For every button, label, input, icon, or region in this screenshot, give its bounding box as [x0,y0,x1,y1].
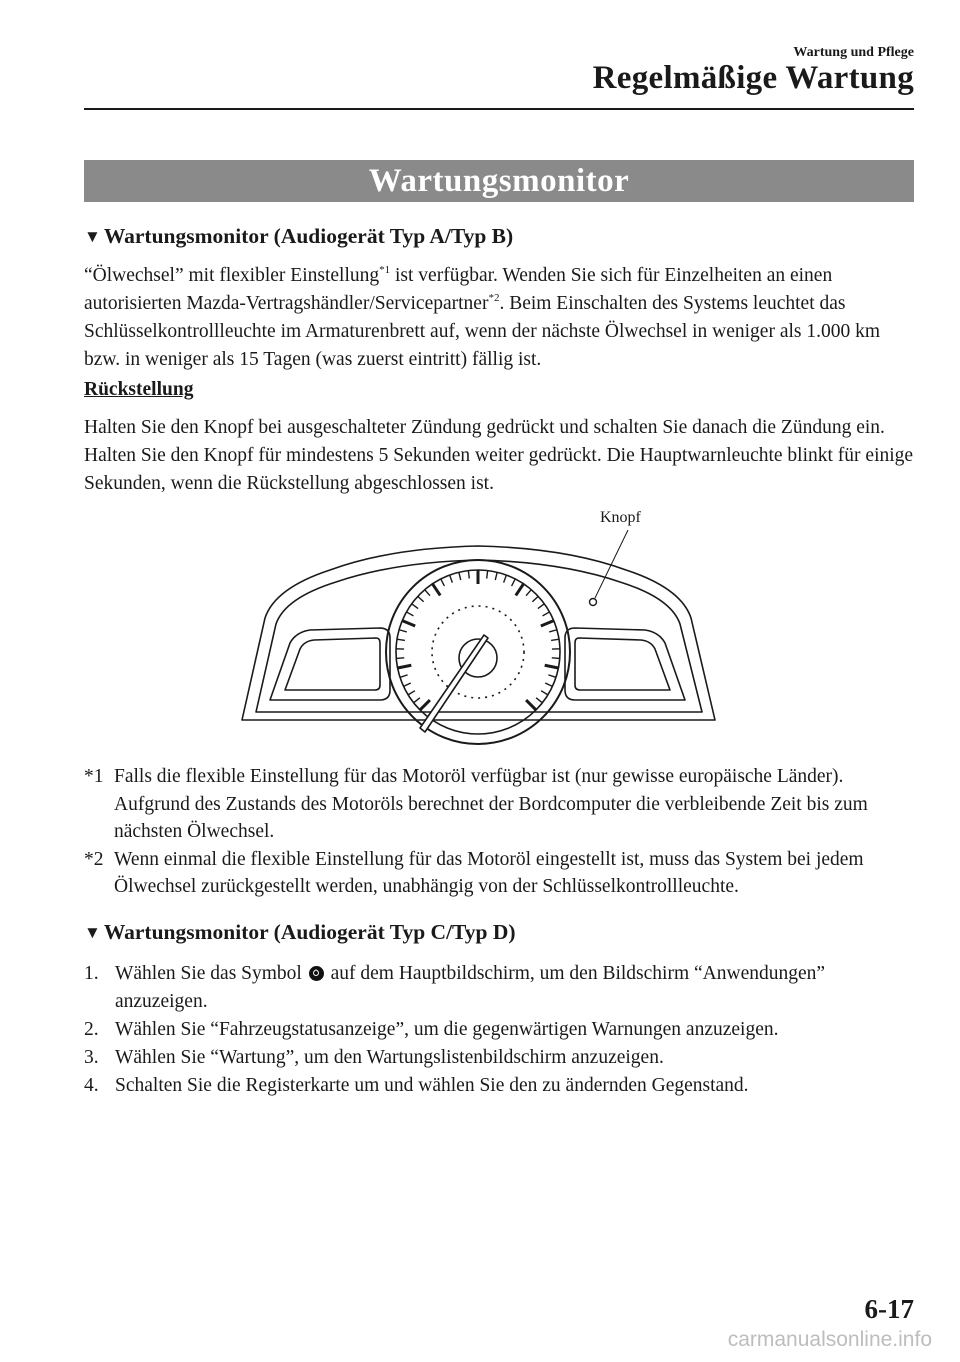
gauge-tick [418,596,424,601]
gauge-tick [420,700,430,710]
reset-subheading: Rückstellung [84,379,194,400]
steps-list [84,960,920,1100]
gauge-tick [425,590,430,596]
step-text: Schalten Sie die Registerkarte um und wählen Sie den zu ändernden Gegenstand. [115,1075,749,1096]
intro-text-2: ist verfügbar. Wenden Sie sich für Einzelheiten an einen autorisierten Mazda-Vertragshändler/Servicepartner [84,265,833,314]
gauge-tick [400,675,408,677]
gauge-tick [516,584,524,596]
gauge-tick [412,604,418,609]
reset-paragraph: Halten Sie den Knopf bei ausgeschalteter Zündung gedrückt und schalten Sie danach die Zündung ein. Halten Sie den Knopf für mindestens 5 Sekunden weiter gedrückt. Die Hauptwarnleuchte blinkt für einige Sekunden, wenn die Rückstellung abgeschlossen ist. [84,417,914,494]
step-text: Wählen Sie “Wartung”, um den Wartungslistenbildschirm anzuzeigen. [115,1047,664,1068]
gauge-tick [552,658,560,659]
step-number: 1. [84,963,99,984]
gauge-tick [414,698,420,703]
button-callout-label: Knopf [600,509,641,526]
footnote-ref-1: *1 [379,264,391,276]
page-number: 6-17 [864,1294,914,1324]
gauge-tick [459,572,461,580]
footnote-mark: *2 [84,848,104,870]
footnote-1 [84,763,920,846]
gauge-tick [538,604,544,609]
step-number: 2. [84,1019,99,1040]
gauge-tick [545,665,559,668]
step-text-before: Wählen Sie das Symbol [115,963,307,984]
step-text [115,960,920,1016]
watermark: carmanualsonline.info [727,1328,932,1351]
gauge-tick [551,639,559,640]
gauge-tick [468,571,469,579]
intro-paragraph [84,262,920,374]
gauge-tick [396,658,404,659]
instrument-cluster-figure [230,500,730,750]
step-text: Wählen Sie “Fahrzeugstatusanzeige”, um die gegenwärtigen Warnungen anzuzeigen. [115,1019,779,1040]
intro-text-3: . Beim Einschalten des Systems leuchtet das Schlüsselkontrollleuchte im Armaturenbrett auf, wenn der nächste Ölwechsel in weniger als 1.000 km bzw. in weniger als 15 Tagen (was zuerst eintritt) fällig ist. [84,293,881,370]
step-number: 3. [84,1047,99,1068]
gauge-tick [441,579,445,586]
footnote-text: Wenn einmal die flexible Einstellung für das Motoröl eingestellt ist, muss das System bei jedem Ölwechsel zurückgestellt werden, unabhängig von der Schlüsselkontrollleuchte. [114,848,864,897]
gauge-tick [541,691,548,695]
footnote-ref-2: *2 [488,292,500,304]
section-title: Regelmäßige Wartung [592,60,914,96]
gauge-tick [495,572,497,580]
section-heading-text: Wartungsmonitor (Audiogerät Typ C/Typ D) [103,920,516,944]
step-number: 4. [84,1075,99,1096]
gauge-tick [487,571,488,579]
list-item [84,1072,920,1100]
triangle-bullet-icon: ▼ [84,227,101,246]
list-item [84,960,920,1016]
topic-banner: Wartungsmonitor [84,160,914,202]
footnote-2 [84,846,920,901]
gauge-tick [526,590,531,596]
gauge-tick [526,700,536,710]
gauge-tick [450,575,453,583]
list-item [84,1016,920,1044]
triangle-bullet-icon: ▼ [84,923,101,942]
intro-text-1: “Ölwechsel” mit flexibler Einstellung [84,265,380,286]
gauge-tick [543,612,550,616]
gauge-tick [548,675,556,677]
gauge-tick [549,630,557,632]
footnote-text: Falls die flexible Einstellung für das Motoröl verfügbar ist (nur gewisse europäische Länder). Aufgrund des Zustands des Motoröls berechnet der Bordcomputer die verbleibende Zeit bis zum nächsten Ölwechsel. [114,766,868,842]
chapter-title: Wartung und Pflege [793,45,914,60]
gauge-tick [536,698,542,703]
section-heading-text: Wartungsmonitor (Audiogerät Typ A/Typ B) [103,224,514,248]
section-heading-type-ab [84,224,513,249]
gauge-tick [504,575,507,583]
gauge-tick [545,683,552,686]
gauge-tick [408,691,415,695]
gauge-tick [402,621,415,626]
gauge-tick [398,665,412,668]
header-divider [84,108,914,110]
footnote-mark: *1 [84,766,104,787]
gauge-tick [532,596,538,601]
footnotes [84,763,920,901]
gauge-tick [397,639,405,640]
list-item [84,1044,920,1072]
gauge-tick [512,579,516,586]
gauge-tick [404,683,411,686]
instrument-cluster-illustration [230,500,730,750]
section-heading-type-cd [84,920,516,945]
gauge-tick [432,584,440,596]
applications-icon [309,966,324,981]
gauge-tick [541,621,554,626]
step-text-after: auf dem Hauptbildschirm, um den Bildschirm “Anwendungen” anzuzeigen. [115,963,826,1012]
gauge-tick [406,612,413,616]
gauge-tick [399,630,407,632]
